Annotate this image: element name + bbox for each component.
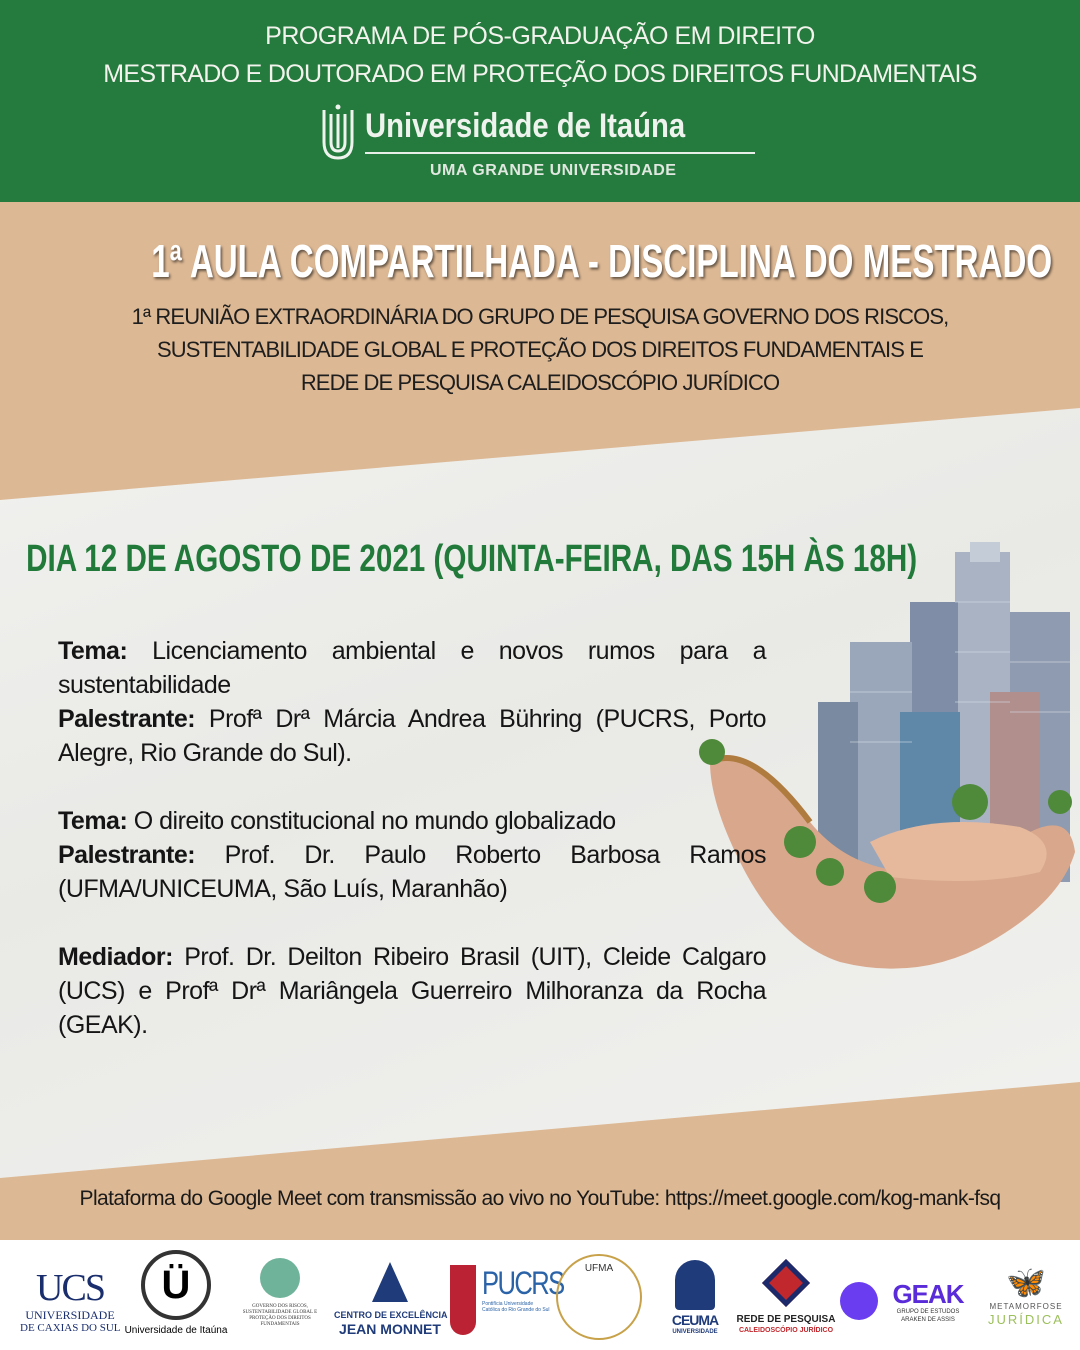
ucs-name: UCS [36,1267,104,1309]
pucrs-crest-icon [450,1265,476,1335]
metamorfose-logo [976,1262,1076,1327]
butterfly-icon: 🦋 [1006,1264,1046,1300]
pucrs-name: PUCRS [482,1265,564,1301]
mediator [58,940,766,1042]
event-title: 1ª AULA COMPARTILHADA - DISCIPLINA DO MESTRADO [151,235,1053,287]
partner-logos [0,1240,1080,1350]
itauna-round-icon: Ü [141,1250,211,1320]
subtitle-line: SUSTENTABILIDADE GLOBAL E PROTEÇÃO DOS DIREITOS FUNDAMENTAIS E [156,337,924,362]
program-title: PROGRAMA DE PÓS-GRADUAÇÃO EM DIREITO [265,22,815,50]
tema-label: Tema: [58,807,128,835]
geak-line: ARAKEN DE ASSIS [901,1317,955,1323]
jm-line: CENTRO DE EXCELÊNCIA [334,1310,448,1320]
logo-divider [365,152,755,154]
rede-line: CALEIDOSCÓPIO JURÍDICO [738,1327,834,1334]
pucrs-logo [450,1265,564,1313]
session-2 [58,804,766,906]
ufma-logo [556,1254,642,1340]
ucs-line: UNIVERSIDADE [25,1308,115,1322]
rede-line: REDE DE PESQUISA [736,1314,836,1325]
palestrante-text: Profª Drª Márcia Andrea Bühring (PUCRS, Porto Alegre, Rio Grande do Sul). [58,705,766,767]
governo-riscos-logo [240,1258,320,1328]
palestrante-label: Palestrante: [58,841,196,869]
geak-line: GRUPO DE ESTUDOS [896,1309,960,1315]
tema-label: Tema: [58,637,128,665]
event-subtitle [0,300,1080,399]
geak-logo [882,1280,974,1324]
subtitle-line: 1ª REUNIÃO EXTRAORDINÁRIA DO GRUPO DE PESQUISA GOVERNO DOS RISCOS, [131,304,949,329]
pucrs-full: Pontifícia Universidade Católica do Rio Grande do Sul [482,1301,550,1313]
itauna-text: Universidade de Itaúna [124,1325,228,1336]
session-1 [58,634,766,770]
geak-avatar [840,1282,878,1320]
metamorfose-line: JURÍDICA [988,1312,1064,1327]
metamorfose-line: METAMORFOSE [989,1302,1063,1311]
main-panel [0,202,1080,1240]
jm-line: JEAN MONNET [339,1321,441,1337]
geak-name: GEAK [892,1279,964,1309]
tema-text: O direito constitucional no mundo globalizado [127,807,616,835]
rede-icon [762,1259,810,1307]
globe-icon [260,1258,300,1298]
itauna-round-logo [120,1250,232,1346]
palestrante-text: Prof. Dr. Paulo Roberto Barbosa Ramos (UFMA/UNICEUMA, São Luís, Maranhão) [58,841,766,903]
rede-pesquisa-logo [734,1262,838,1335]
platform-link[interactable]: Plataforma do Google Meet com transmissão ao vivo no YouTube: https://meet.google.com/kog-mank-fsq [79,1187,1001,1210]
itauna-logo-icon [320,102,356,162]
palestrante-label: Palestrante: [58,705,196,733]
ceuma-sub: UNIVERSIDADE [672,1329,718,1335]
subtitle-line: REDE DE PESQUISA CALEIDOSCÓPIO JURÍDICO [300,370,780,395]
ceuma-name: CEUMA [671,1312,719,1328]
event-date: DIA 12 DE AGOSTO DE 2021 (QUINTA-FEIRA, DAS 15H ÀS 18H) [26,538,918,580]
logo-tagline: UMA GRANDE UNIVERSIDADE [430,162,677,179]
ucs-line: DE CAXIAS DO SUL [20,1322,121,1334]
mediador-label: Mediador: [58,943,173,971]
ucs-logo [20,1268,120,1335]
ceuma-logo [664,1260,726,1336]
logo-name: Universidade de Itaúna [365,107,686,145]
jean-monnet-icon [372,1262,408,1302]
header-banner [0,0,1080,202]
governo-text: GOVERNO DOS RISCOS, SUSTENTABILIDADE GLOBAL E PROTEÇÃO DOS DIREITOS FUNDAMENTAIS [242,1304,318,1327]
tema-text: Licenciamento ambiental e novos rumos para a sustentabilidade [58,637,766,699]
event-details [58,634,766,1076]
ceuma-icon [675,1260,715,1310]
program-subtitle: MESTRADO E DOUTORADO EM PROTEÇÃO DOS DIREITOS FUNDAMENTAIS [103,60,977,88]
ufma-text: UFMA [584,1263,614,1274]
university-logo [320,100,760,190]
jean-monnet-logo [334,1262,446,1337]
mediador-text: Prof. Dr. Deilton Ribeiro Brasil (UIT), Cleide Calgaro (UCS) e Profª Drª Mariângela Guerreiro Milhoranza da Rocha (GEAK). [58,943,766,1039]
